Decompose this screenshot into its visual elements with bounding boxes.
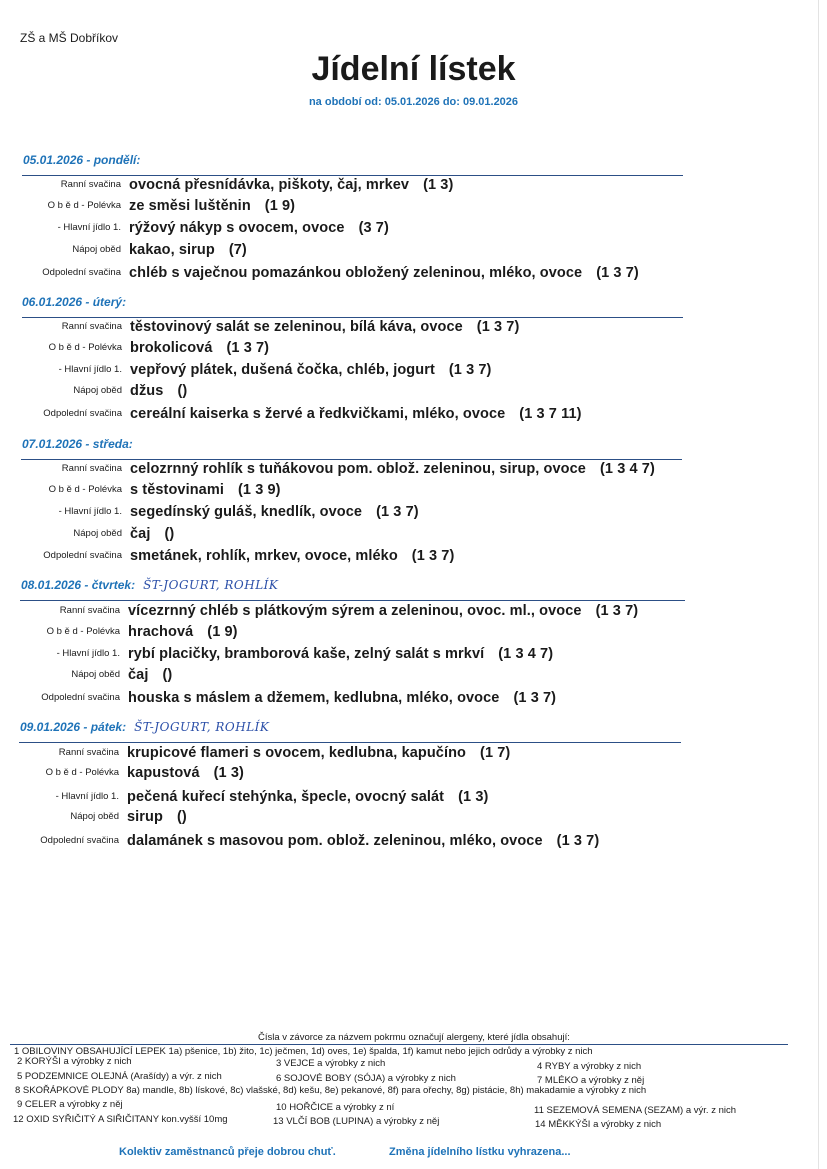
meal-type-label: Odpolední svačina [42, 267, 121, 278]
dish-allergens: (7) [228, 242, 247, 258]
dish-name: vícezrnný chléb s plátkovým sýrem a zeleninou, ovoc. ml., ovoce [128, 603, 582, 619]
allergen-legend-item: 13 VLČÍ BOB (LUPINA) a výrobky z něj [273, 1116, 440, 1127]
meal-type-label: O b ě d - Polévka [48, 484, 122, 495]
allergen-legend-item: 11 SEZEMOVÁ SEMENA (SEZAM) a výr. z nich [534, 1105, 737, 1116]
dish-text [127, 745, 510, 761]
dish-name: krupicové flameri s ovocem, kedlubna, kapučíno [127, 745, 467, 761]
allergen-legend-item: 2 KORÝŠI a výrobky z nich [17, 1056, 132, 1067]
handwritten-note: ŠT-JOGURT, ROHLÍK [134, 720, 270, 734]
dish-allergens: (1 3 9) [237, 482, 281, 498]
meal-type-label: Odpolední svačina [43, 408, 122, 419]
dish-text [127, 833, 599, 849]
dish-allergens: () [176, 809, 187, 825]
dish-text [129, 242, 247, 258]
dish-name: ze směsi luštěnin [129, 198, 251, 214]
allergen-legend-item: 6 SOJOVÉ BOBY (SÓJA) a výrobky z nich [276, 1073, 456, 1084]
dish-text [130, 319, 519, 335]
meal-type-label: - Hlavní jídlo 1. [58, 506, 122, 517]
meal-type-label: O b ě d - Polévka [46, 626, 120, 637]
meal-row [0, 527, 800, 549]
allergen-caption: Čísla v závorce za názvem pokrmu označují alergeny, které jídla obsahují: [258, 1032, 570, 1043]
allergen-legend-item: 7 MLÉKO a výrobky z něj [537, 1075, 645, 1086]
dish-allergens: (1 3 7) [226, 340, 270, 356]
dish-text [129, 198, 295, 214]
dish-text [130, 362, 491, 378]
dish-allergens: (1 9) [207, 624, 238, 640]
allergen-legend-item: 5 PODZEMNICE OLEJNÁ (Arašídy) a výr. z nich [17, 1071, 222, 1082]
dish-allergens: (1 7) [480, 745, 511, 761]
dish-name: kapustová [127, 765, 200, 781]
day-heading [21, 578, 278, 598]
meal-type-label: Odpolední svačina [41, 692, 120, 703]
meal-row [0, 505, 800, 527]
dish-name: smetánek, rohlík, mrkev, ovoce, mléko [130, 548, 398, 564]
meal-type-label: - Hlavní jídlo 1. [55, 791, 119, 802]
meal-type-label: Ranní svačina [58, 747, 119, 758]
meal-row [0, 625, 800, 647]
dish-allergens: (3 7) [358, 220, 389, 236]
meal-row [0, 320, 800, 342]
meal-row [0, 604, 800, 626]
meal-row [0, 483, 800, 505]
meal-row [0, 647, 800, 669]
meal-row [0, 462, 800, 484]
dish-text [129, 265, 639, 281]
dish-name: chléb s vaječnou pomazánkou obložený zeleninou, mléko, ovoce [129, 265, 583, 281]
dish-text [128, 624, 238, 640]
dish-allergens: (1 3 7) [376, 504, 419, 520]
dish-allergens: (1 3 7) [556, 833, 600, 849]
dish-text [127, 809, 187, 825]
day-heading [22, 295, 126, 315]
dish-name: hrachová [128, 624, 194, 640]
dish-allergens: (1 3) [213, 765, 244, 781]
day-heading-text: 05.01.2026 - pondělí: [23, 153, 141, 167]
dish-name: pečená kuřecí stehýnka, špecle, ovocný salát [127, 789, 445, 805]
dish-allergens: (1 3 4 7) [498, 646, 554, 662]
dish-text [128, 690, 556, 706]
dish-name: segedínský guláš, knedlík, ovoce [130, 504, 363, 520]
allergen-legend-item: 14 MĚKKÝŠI a výrobky z nich [535, 1119, 662, 1130]
dish-allergens: (1 3) [458, 789, 489, 805]
meal-row [0, 766, 800, 788]
meal-type-label: Odpolední svačina [43, 550, 122, 561]
dish-allergens: (1 3 7) [513, 690, 557, 706]
dish-allergens: (1 3 7) [448, 362, 492, 378]
day-heading-text: 06.01.2026 - úterý: [22, 295, 127, 309]
school-name: ZŠ a MŠ Dobříkov [20, 31, 119, 45]
dish-name: cereální kaiserka s žervé a ředkvičkami, mléko, ovoce [130, 406, 506, 422]
dish-text [127, 789, 488, 805]
dish-name: čaj [128, 667, 149, 683]
meal-type-label: - Hlavní jídlo 1. [56, 648, 120, 659]
allergen-legend-item: 9 CELER a výrobky z něj [17, 1099, 123, 1110]
dish-allergens: (1 9) [264, 198, 296, 214]
meal-row [0, 790, 800, 812]
dish-name: čaj [130, 526, 151, 542]
menu-period: na období od: 05.01.2026 do: 09.01.2026 [308, 96, 519, 108]
meal-row [0, 691, 800, 713]
meal-type-label: Nápoj oběd [71, 669, 120, 680]
day-heading [23, 153, 140, 173]
dish-text [130, 526, 174, 542]
meal-row [0, 178, 800, 200]
dish-name: houska s máslem a džemem, kedlubna, mléko, ovoce [128, 690, 500, 706]
meal-type-label: Nápoj oběd [70, 811, 119, 822]
dish-text [129, 220, 389, 236]
dish-allergens: (1 3) [423, 177, 454, 193]
meal-row [0, 243, 800, 265]
dish-name: džus [130, 383, 164, 399]
footer-wish: Kolektiv zaměstnanců přeje dobrou chuť. [119, 1146, 336, 1158]
dish-text [130, 504, 419, 520]
meal-type-label: Nápoj oběd [72, 244, 121, 255]
meal-type-label: Ranní svačina [59, 605, 120, 616]
page-title: Jídelní lístek [311, 50, 516, 88]
dish-text [130, 383, 187, 399]
allergen-legend-item: 12 OXID SYŘIČITÝ A SIŘIČITANY kon.vyšší 10mg [13, 1114, 228, 1125]
allergen-legend-item: 4 RYBY a výrobky z nich [537, 1061, 642, 1072]
day-heading [22, 437, 133, 457]
dish-name: rýžový nákyp s ovocem, ovoce [129, 220, 345, 236]
meal-row [0, 834, 800, 856]
meal-row [0, 549, 800, 571]
allergen-legend-item: 10 HOŘČICE a výrobky z ní [276, 1102, 395, 1113]
meal-type-label: Ranní svačina [61, 321, 122, 332]
dish-text [130, 548, 454, 564]
meal-type-label: - Hlavní jídlo 1. [58, 364, 122, 375]
legend-divider [10, 1044, 788, 1045]
meal-row [0, 199, 800, 221]
meal-type-label: Ranní svačina [60, 179, 121, 190]
dish-allergens: (1 3 7 11) [519, 406, 582, 422]
dish-name: celozrnný rohlík s tuňákovou pom. oblož. zeleninou, sirup, ovoce [130, 461, 586, 477]
dish-name: rybí placičky, bramborová kaše, zelný salát s mrkví [128, 646, 485, 662]
dish-name: brokolicová [130, 340, 213, 356]
meal-type-label: Nápoj oběd [73, 528, 122, 539]
meal-type-label: O b ě d - Polévka [47, 200, 121, 211]
dish-text [127, 765, 244, 781]
day-heading [20, 720, 269, 740]
footer-note: Změna jídelního lístku vyhrazena... [389, 1146, 571, 1158]
meal-type-label: - Hlavní jídlo 1. [57, 222, 121, 233]
dish-name: ovocná přesnídávka, piškoty, čaj, mrkev [129, 177, 410, 193]
dish-name: s těstovinami [130, 482, 224, 498]
meal-row [0, 668, 800, 690]
meal-row [0, 407, 800, 429]
day-heading-text: 09.01.2026 - pátek: [20, 720, 127, 734]
dish-allergens: () [164, 526, 175, 542]
allergen-legend-item: 8 SKOŘÁPKOVÉ PLODY 8a) mandle, 8b) lískové, 8c) vlašské, 8d) kešu, 8e) pekanové, 8f) para ořechy, 8g) pistácie, 8h) makadamie a výrobky z nich [15, 1085, 647, 1096]
meal-row [0, 221, 800, 243]
dish-name: vepřový plátek, dušená čočka, chléb, jogurt [130, 362, 435, 378]
meal-row [0, 341, 800, 363]
dish-name: kakao, sirup [129, 242, 215, 258]
dish-allergens: (1 3 7) [476, 319, 520, 335]
dish-name: dalamánek s masovou pom. oblož. zeleninou, mléko, ovoce [127, 833, 543, 849]
meal-type-label: Nápoj oběd [73, 385, 122, 396]
dish-allergens: () [177, 383, 188, 399]
dish-text [130, 406, 582, 422]
meal-type-label: O b ě d - Polévka [45, 767, 119, 778]
dish-name: těstovinový salát se zeleninou, bílá káva, ovoce [130, 319, 463, 335]
meal-type-label: Odpolední svačina [40, 835, 119, 846]
meal-row [0, 266, 800, 288]
allergen-legend-item: 3 VEJCE a výrobky z nich [276, 1058, 386, 1069]
page-edge [818, 0, 819, 1169]
dish-text [129, 177, 453, 193]
dish-text [128, 646, 553, 662]
meal-row [0, 363, 800, 385]
dish-text [128, 667, 172, 683]
handwritten-note: ŠT-JOGURT, ROHLÍK [143, 578, 279, 592]
day-heading-text: 08.01.2026 - čtvrtek: [21, 578, 136, 592]
dish-allergens: (1 3 7) [411, 548, 455, 564]
dish-allergens: (1 3 7) [596, 265, 639, 281]
dish-allergens: () [162, 667, 173, 683]
day-heading-text: 07.01.2026 - středa: [22, 437, 133, 451]
day-divider [19, 742, 681, 743]
dish-name: sirup [127, 809, 163, 825]
day-divider [20, 600, 685, 601]
dish-allergens: (1 3 4 7) [599, 461, 655, 477]
meal-type-label: O b ě d - Polévka [48, 342, 122, 353]
dish-allergens: (1 3 7) [595, 603, 639, 619]
dish-text [130, 482, 281, 498]
dish-text [128, 603, 638, 619]
meal-row [0, 384, 800, 406]
meal-row [0, 746, 800, 768]
allergen-legend-item: 1 OBILOVINY OBSAHUJÍCÍ LEPEK 1a) pšenice, 1b) žito, 1c) ječmen, 1d) oves, 1e) špalda, 1f) kamut nebo jejich odrůdy a výrobky z nich [14, 1046, 593, 1057]
meal-type-label: Ranní svačina [61, 463, 122, 474]
dish-text [130, 461, 655, 477]
dish-text [130, 340, 269, 356]
meal-row [0, 810, 800, 832]
